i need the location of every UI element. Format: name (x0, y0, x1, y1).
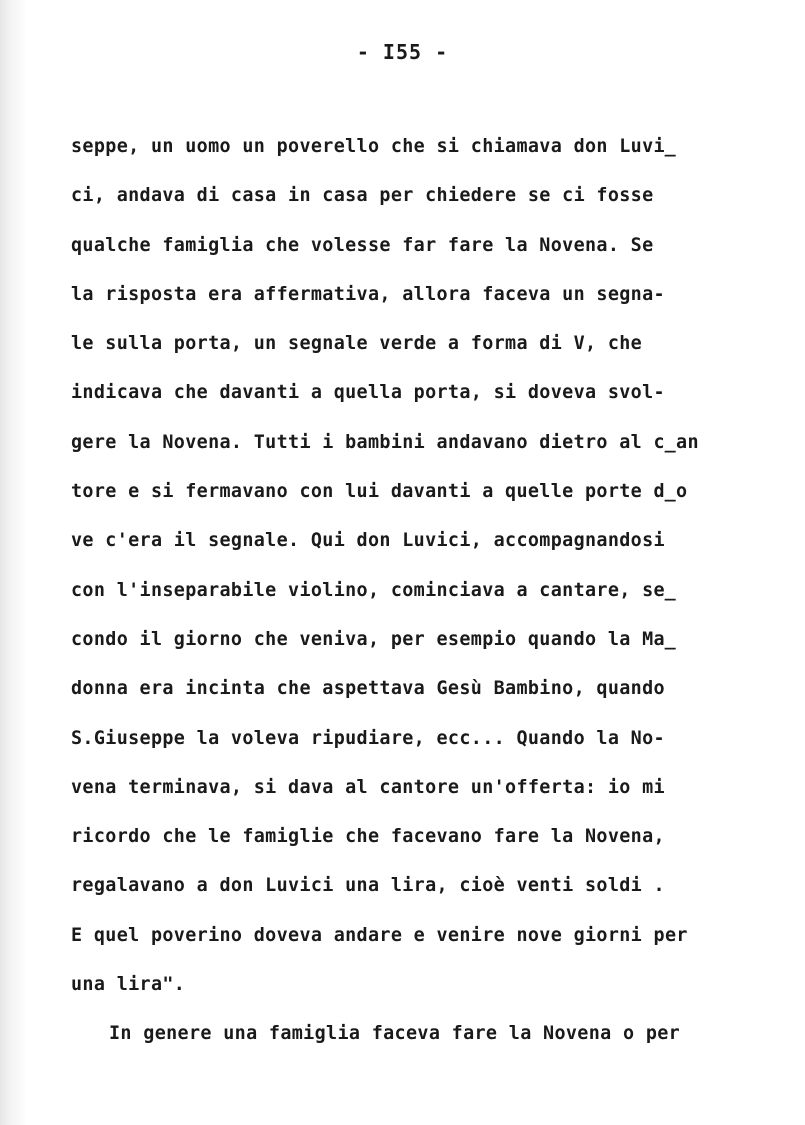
scan-edge-shadow (0, 0, 28, 1125)
text-line-10: con l'inseparabile violino, cominciava a cantare, se̲ (71, 579, 677, 601)
text-line-12: donna era incinta che aspettava Gesù Bambino, quando (71, 678, 665, 700)
page-number: - I55 - (356, 40, 449, 64)
text-line-17: E quel poverino doveva andare e venire nove giorni per (71, 924, 688, 946)
text-line-6: indicava che davanti a quella porta, si doveva svol- (71, 382, 665, 404)
text-line-7: gere la Novena. Tutti i bambini andavano dietro al c̲an (71, 431, 699, 453)
text-line-16: regalavano a don Luvici una lira, cioè venti soldi . (71, 875, 665, 897)
text-line-5: le sulla porta, un segnale verde a forma di V, che (71, 333, 643, 355)
text-line-8: tore e si fermavano con lui davanti a quelle porte d̲o (71, 481, 688, 503)
text-line-15: ricordo che le famiglie che facevano fare la Novena, (71, 826, 665, 848)
text-line-2: ci, andava di casa in casa per chiedere se ci fosse (71, 185, 654, 207)
body-text (71, 132, 771, 1069)
text-line-13: S.Giuseppe la voleva ripudiare, ecc... Quando la No- (71, 727, 665, 749)
text-line-11: condo il giorno che veniva, per esempio quando la Ma̲ (71, 628, 677, 650)
text-line-18: una lira". (71, 974, 186, 996)
text-line-4: la risposta era affermativa, allora faceva un segna- (71, 283, 665, 305)
text-line-9: ve c'era il segnale. Qui don Luvici, accompagnandosi (71, 530, 665, 552)
text-line-14: vena terminava, si dava al cantore un'offerta: io mi (71, 776, 665, 798)
text-line-3: qualche famiglia che volesse far fare la Novena. Se (71, 234, 654, 256)
text-line-1: seppe, un uomo un poverello che si chiamava don Luvi̲ (71, 136, 677, 157)
paragraph-start-line: In genere una famiglia faceva fare la Novena o per (109, 1023, 681, 1045)
